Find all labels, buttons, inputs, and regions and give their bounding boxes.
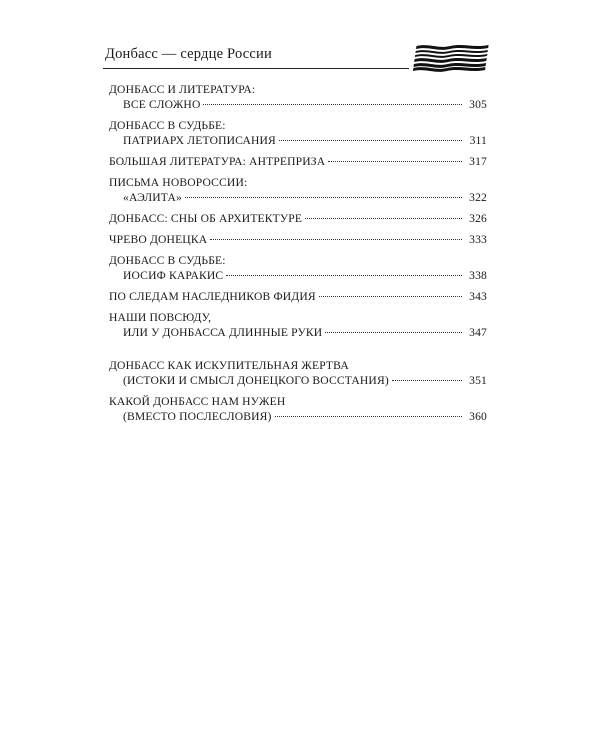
toc-page-number: 317	[469, 155, 487, 168]
toc-entry-title-line: ДОНБАСС КАК ИСКУПИТЕЛЬНАЯ ЖЕРТВА	[109, 359, 349, 372]
dot-leader	[203, 104, 462, 105]
toc-entry-title-line: (ВМЕСТО ПОСЛЕСЛОВИЯ)	[123, 410, 272, 423]
toc-entry-title-line: «АЭЛИТА»	[123, 191, 182, 204]
toc-entry-title-line: ДОНБАСС: СНЫ ОБ АРХИТЕКТУРЕ	[109, 212, 303, 225]
toc-entry	[109, 253, 487, 283]
dot-leader	[226, 275, 462, 276]
toc-page-number: 333	[469, 233, 487, 246]
dot-leader	[319, 296, 462, 297]
toc-page-number: 311	[469, 134, 487, 147]
toc-page-number: 326	[469, 212, 487, 225]
toc-entry-row	[109, 211, 487, 226]
toc-entry-title-line: ИЛИ У ДОНБАССА ДЛИННЫЕ РУКИ	[123, 326, 323, 339]
toc-entry-title-line: КАКОЙ ДОНБАСС НАМ НУЖЕН	[109, 395, 286, 408]
toc-entry	[109, 118, 487, 148]
toc-entry-title-line: БОЛЬШАЯ ЛИТЕРАТУРА: АНТРЕПРИЗА	[109, 155, 326, 168]
toc-entry	[109, 175, 487, 205]
toc-entry	[109, 394, 487, 424]
toc-entry-title-line: ПАТРИАРХ ЛЕТОПИСАНИЯ	[123, 134, 276, 147]
table-of-contents	[109, 82, 487, 430]
dot-leader	[305, 218, 462, 219]
toc-entry	[109, 232, 487, 247]
toc-entry-row	[109, 190, 487, 205]
toc-entry-title-line: (ИСТОКИ И СМЫСЛ ДОНЕЦКОГО ВОССТАНИЯ)	[123, 374, 389, 387]
toc-entry-title-line: ДОНБАСС В СУДЬБЕ:	[109, 119, 226, 132]
toc-entry-title-line: ЧРЕВО ДОНЕЦКА	[109, 233, 208, 246]
toc-entry-title-line: ДОНБАСС В СУДЬБЕ:	[109, 254, 226, 267]
toc-entry-title-line: ДОНБАСС И ЛИТЕРАТУРА:	[109, 83, 256, 96]
toc-entry-row	[109, 97, 487, 112]
toc-entry-row	[109, 133, 487, 148]
dot-leader	[210, 239, 462, 240]
toc-entry	[109, 358, 487, 388]
toc-entry-row	[109, 289, 487, 304]
toc-page-number: 305	[469, 98, 487, 111]
toc-entry	[109, 211, 487, 226]
dot-leader	[275, 416, 462, 417]
toc-entry-row	[109, 268, 487, 283]
toc-entry-row	[109, 409, 487, 424]
toc-page-number: 343	[469, 290, 487, 303]
toc-entry-row	[109, 232, 487, 247]
toc-page-number: 338	[469, 269, 487, 282]
ribbon-icon	[409, 42, 493, 74]
toc-entry-title-line: ИОСИФ КАРАКИС	[123, 269, 224, 282]
toc-entry-row	[109, 325, 487, 340]
toc-entry	[109, 154, 487, 169]
header-rule	[103, 68, 409, 69]
running-header-title: Донбасс — сердце России	[105, 46, 272, 62]
dot-leader	[185, 197, 462, 198]
toc-page-number: 347	[469, 326, 487, 339]
toc-entry-title-line: НАШИ ПОВСЮДУ,	[109, 311, 212, 324]
toc-entry-row	[109, 373, 487, 388]
toc-entry	[109, 82, 487, 112]
toc-entry-title-line: ПО СЛЕДАМ НАСЛЕДНИКОВ ФИДИЯ	[109, 290, 316, 303]
running-header	[103, 40, 496, 72]
toc-entry-title-line: ВСЕ СЛОЖНО	[123, 98, 201, 111]
dot-leader	[328, 161, 462, 162]
toc-page-number: 351	[469, 374, 487, 387]
toc-page-number: 360	[469, 410, 487, 423]
toc-entry	[109, 310, 487, 340]
toc-entry	[109, 289, 487, 304]
toc-entry-title-line: ПИСЬМА НОВОРОССИИ:	[109, 176, 248, 189]
toc-entry-row	[109, 154, 487, 169]
toc-page-number: 322	[469, 191, 487, 204]
dot-leader	[279, 140, 462, 141]
dot-leader	[325, 332, 462, 333]
dot-leader	[392, 380, 462, 381]
